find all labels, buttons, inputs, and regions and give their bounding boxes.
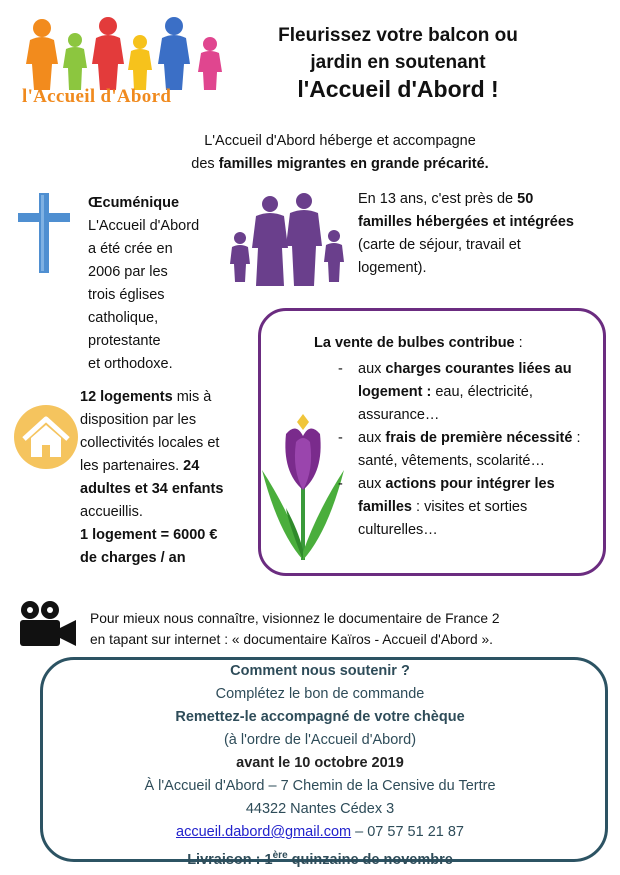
support-line-6: À l'Accueil d'Abord – 7 Chemin de la Censive du Tertre [144,778,496,794]
support-line-4: (à l'ordre de l'Accueil d'Abord) [223,732,417,748]
title-line-3: l'Accueil d'Abord ! [297,76,499,102]
bulbs-item-post: eau, électricité, assurance… [358,384,533,423]
logements-b2: 24 adultes et 34 enfants [80,458,224,497]
logo-figures [20,14,230,92]
page-title [248,22,548,103]
logements-t2: accueillis. [80,504,143,520]
house-icon [14,405,78,469]
documentary-text [90,608,600,650]
logements-text [80,386,230,570]
bulbs-title [314,332,604,354]
bulbs-item-pre: aux [358,476,386,492]
support-line-7: 44322 Nantes Cédex 3 [245,801,395,817]
family-icon [228,192,348,288]
bulbs-item-bold: frais de première nécessité [385,430,573,446]
documentary-line-2: en tapant sur internet : « documentaire Kaïros - Accueil d'Abord ». [90,632,493,647]
list-item [338,358,600,427]
support-line-2: Complétez le bon de commande [215,686,425,702]
ecumenique-line: trois églises [88,287,165,303]
ecumenique-line: catholique, [88,310,159,326]
ecumenique-line: 2006 par les [88,264,168,280]
bulbs-title-rest: : [514,335,523,351]
crocus-flower-icon [258,412,348,562]
cross-icon [18,193,70,273]
support-line-3: Remettez-le accompagné de votre chèque [175,709,465,725]
intro-text [120,130,560,176]
support-heading: Comment nous soutenir ? [230,663,410,679]
logo-figure-yellow [128,35,152,90]
bulbs-item-post: : visites et sorties culturelles… [358,499,528,538]
delivery-sup: ère [272,850,288,861]
intro-line-1: L'Accueil d'Abord héberge et accompagne [204,133,476,149]
bulbs-item-post: : santé, vêtements, scolarité… [358,430,581,469]
ecumenique-line: a été crée en [88,241,173,257]
ecumenique-line: et orthodoxe. [88,356,173,372]
logements-b3: 1 logement = 6000 € de charges / an [80,527,218,566]
movie-camera-icon [16,600,78,650]
list-item [338,473,600,542]
ecumenique-heading: Œcuménique [88,195,180,211]
title-line-2: jardin en soutenant [310,52,486,73]
support-delivery [60,844,580,872]
logo-text: l'Accueil d'Abord [22,86,172,107]
logo-figure-blue [158,17,190,90]
delivery-pre: Livraison : 1 [187,851,273,868]
stats-bold: 50 familles hébergées et intégrées [358,191,574,230]
support-phone: – 07 57 51 21 87 [351,824,464,840]
bulbs-item-pre: aux [358,430,386,446]
delivery-post: quinzaine de novembre [287,851,453,868]
ecumenique-block [88,192,228,376]
intro-line-2 [120,153,560,176]
stats-prefix: En 13 ans, c'est près de [358,191,518,207]
logo-figure-pink [198,37,222,90]
logements-b1: 12 logements [80,389,173,405]
logo-figure-red [92,17,124,90]
ecumenique-line: protestante [88,333,161,349]
support-contact [60,821,580,844]
title-line-1: Fleurissez votre balcon ou [278,25,518,46]
logo-figure-green [63,33,87,90]
logements-t1: mis à disposition par les collectivités locales et les partenaires. [80,389,220,474]
support-text [60,660,580,872]
intro-line-2-prefix: des [191,156,219,172]
documentary-line-1: Pour mieux nous connaître, visionnez le documentaire de France 2 [90,611,500,626]
ecumenique-line: L'Accueil d'Abord [88,218,200,234]
list-item [338,427,600,473]
stats-suffix: (carte de séjour, travail et logement). [358,237,521,276]
email-link[interactable]: accueil.dabord@gmail.com [176,824,352,840]
intro-line-2-bold: familles migrantes en grande précarité. [218,156,489,172]
bulbs-item-bold: actions pour intégrer les familles [358,476,555,515]
logo-figure-orange [26,19,58,90]
bulbs-item-bold: charges courantes liées au logement : [358,361,572,400]
bulbs-item-pre: aux [358,361,386,377]
stats-text [358,188,588,280]
bulbs-list [338,358,600,542]
bulbs-title-bold: La vente de bulbes contribue [314,335,515,351]
support-line-5: avant le 10 octobre 2019 [236,755,404,771]
